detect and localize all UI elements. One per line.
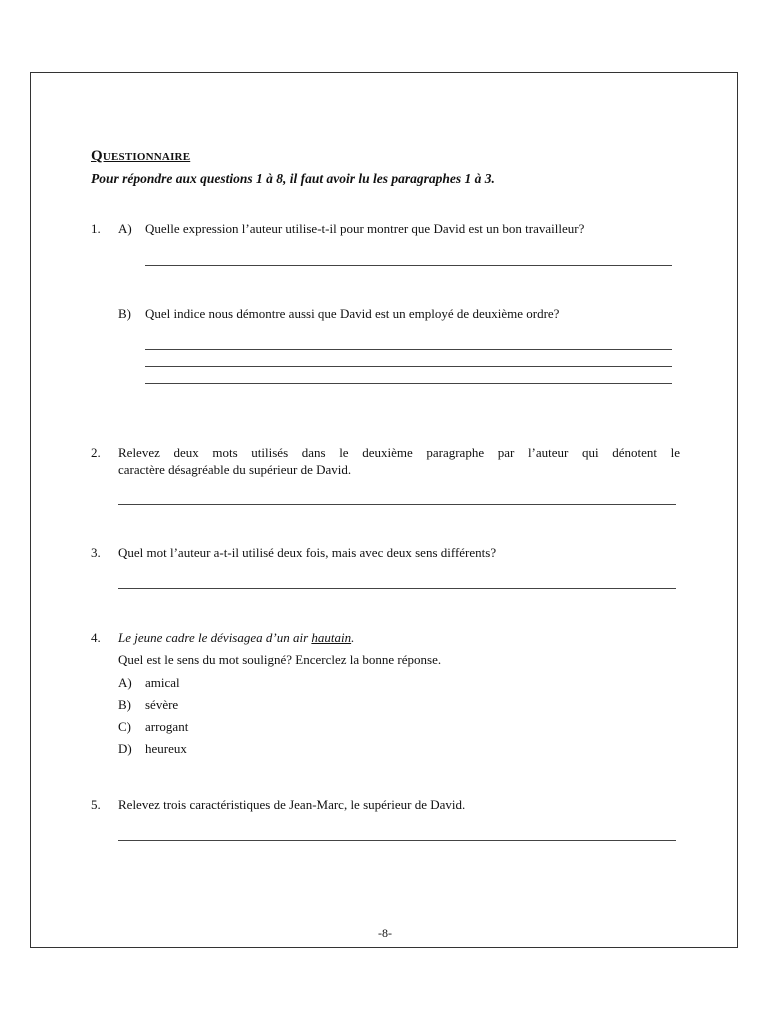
q4-option-b-label: B) bbox=[118, 697, 131, 712]
q1b-answer-line[interactable] bbox=[145, 349, 672, 350]
q4-prompt: Quel est le sens du mot souligné? Encerclez la bonne réponse. bbox=[118, 652, 442, 667]
q2-answer-line[interactable] bbox=[118, 504, 676, 505]
q4-option-c[interactable]: arrogant bbox=[145, 719, 189, 734]
q5-answer-line[interactable] bbox=[118, 840, 676, 841]
q5-number: 5. bbox=[91, 797, 101, 812]
q4-option-c-label: C) bbox=[118, 719, 131, 734]
q1b-answer-line[interactable] bbox=[145, 383, 672, 384]
q4-quote-post: . bbox=[351, 630, 355, 645]
q1-number: 1. bbox=[91, 221, 101, 236]
section-title: Questionnaire bbox=[91, 148, 191, 164]
q1b-label: B) bbox=[118, 306, 131, 321]
instruction: Pour répondre aux questions 1 à 8, il faut avoir lu les paragraphes 1 à 3. bbox=[91, 171, 495, 186]
q5-text: Relevez trois caractéristiques de Jean-Marc, le supérieur de David. bbox=[118, 797, 466, 812]
q4-underlined-word: hautain bbox=[311, 630, 352, 645]
q4-number: 4. bbox=[91, 630, 101, 645]
q4-option-d-label: D) bbox=[118, 741, 132, 756]
q3-answer-line[interactable] bbox=[118, 588, 676, 589]
q1a-answer-line[interactable] bbox=[145, 265, 672, 266]
q4-option-b[interactable]: sévère bbox=[145, 697, 179, 712]
page-number: -8- bbox=[378, 926, 392, 940]
q1b-answer-line[interactable] bbox=[145, 366, 672, 367]
q1a-label: A) bbox=[118, 221, 132, 236]
page-border bbox=[30, 72, 738, 948]
q1b-text: Quel indice nous démontre aussi que David est un employé de deuxième ordre? bbox=[145, 306, 560, 321]
q4-option-a-label: A) bbox=[118, 675, 132, 690]
q4-option-d[interactable]: heureux bbox=[145, 741, 187, 756]
q4-quote-pre: Le jeune cadre le dévisagea d’un air bbox=[118, 630, 312, 645]
q4-quote bbox=[118, 630, 354, 646]
q2-number: 2. bbox=[91, 445, 101, 460]
q2-text-line2: caractère désagréable du supérieur de David. bbox=[118, 462, 352, 477]
q4-option-a[interactable]: amical bbox=[145, 675, 180, 690]
q2-text-line1: Relevez deux mots utilisés dans le deuxième paragraphe par l’auteur qui dénotent le bbox=[118, 445, 680, 460]
q3-text: Quel mot l’auteur a-t-il utilisé deux fois, mais avec deux sens différents? bbox=[118, 545, 497, 560]
q3-number: 3. bbox=[91, 545, 101, 560]
q1a-text: Quelle expression l’auteur utilise-t-il pour montrer que David est un bon travailleur? bbox=[145, 221, 585, 236]
